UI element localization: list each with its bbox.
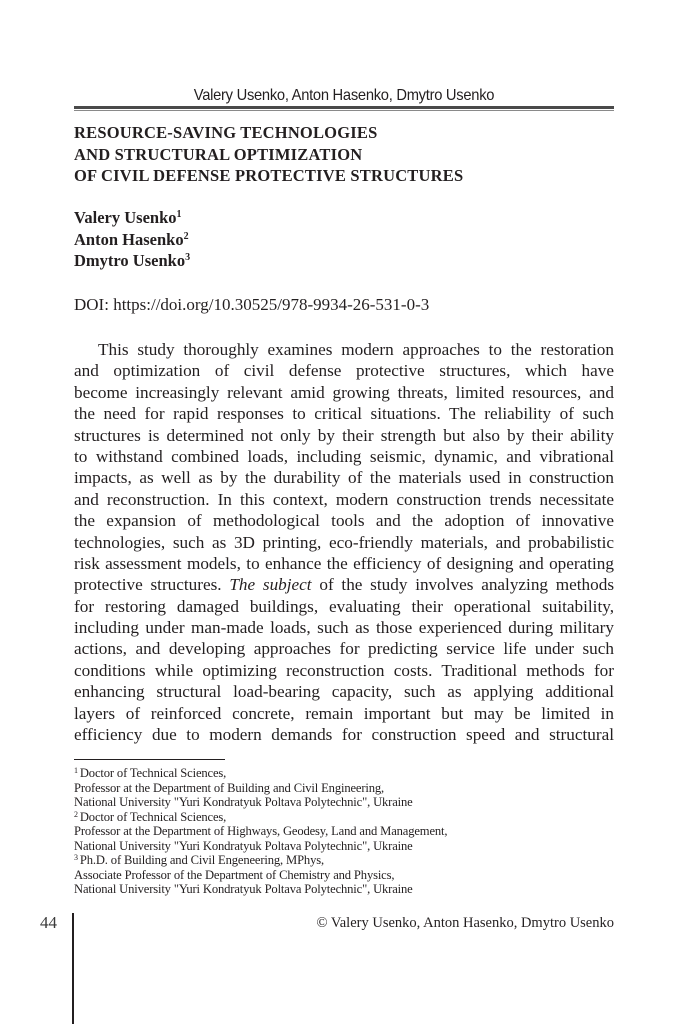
author: [74, 229, 614, 251]
author: [74, 207, 614, 229]
footnote-line: [74, 868, 614, 883]
body-line: technologies, such as 3D printing, eco-friendly materials, and probabilistic: [74, 532, 614, 552]
footnote-text: Ph.D. of Building and Civil Engeneering, MPhys,: [79, 853, 324, 867]
footnote-text: National University "Yuri Kondratyuk Poltava Polytechnic", Ukraine: [74, 838, 413, 853]
body-line: and reconstruction. In this context, modern construction trends necessitate: [74, 489, 614, 509]
author: [74, 250, 614, 272]
body-line: become increasingly relevant amid growing threats, limited resources, and: [74, 382, 614, 402]
body-line: risk assessment models, to enhance the efficiency of designing and operating: [74, 553, 614, 573]
body-line: to withstand combined loads, including seismic, dynamic, and vibrational: [74, 446, 614, 466]
footnote-line: [74, 839, 614, 854]
header-rule: [74, 106, 614, 109]
author-list: [74, 207, 614, 272]
page-number: 44: [40, 913, 57, 932]
author-name: Dmytro Usenko: [74, 251, 186, 270]
body-line: including under man-made loads, such as those experienced during military: [74, 618, 614, 638]
footnotes: [74, 766, 614, 897]
footnote-text: Doctor of Technical Sciences,: [79, 766, 227, 780]
body-line: impacts, as well as by the durability of the materials used in construction: [74, 468, 614, 488]
footnote-mark[interactable]: 1: [176, 209, 182, 220]
body-line: the expansion of methodological tools and the adoption of innovative: [74, 511, 614, 531]
body-line: enhancing structural load-bearing capacity, such as applying additional: [74, 682, 614, 702]
footnote-text: National University "Yuri Kondratyuk Poltava Polytechnic", Ukraine: [74, 795, 413, 809]
margin-bar: [72, 913, 74, 1024]
header-rule-thin: [74, 110, 614, 111]
body-line: structures is determined not only by their strength but also by their ability: [74, 425, 614, 445]
footnote-line: [74, 766, 614, 781]
title-line: AND STRUCTURAL OPTIMIZATION: [74, 144, 363, 164]
footnote-line: [74, 810, 614, 825]
text-run: protective structures.: [74, 575, 230, 595]
footnote-line: [74, 853, 614, 868]
body-line: the need for rapid responses to critical situations. The reliability of such: [74, 404, 614, 424]
footnote-line: [74, 781, 614, 796]
text-run: of the study involves analyzing methods: [311, 575, 615, 595]
footnote-line: [74, 795, 614, 810]
footnote-number: 3: [74, 853, 78, 862]
body-line: actions, and developing approaches for predicting service life under such: [74, 639, 614, 659]
footnote-text: National University "Yuri Kondratyuk Poltava Polytechnic", Ukraine: [74, 882, 413, 896]
title-line: OF CIVIL DEFENSE PROTECTIVE STRUCTURES: [74, 166, 464, 185]
footnote-number: 2: [74, 809, 78, 819]
body-line: This study thoroughly examines modern approaches to the restoration: [98, 340, 614, 359]
running-header: Valery Usenko, Anton Hasenko, Dmytro Usenko: [193, 87, 495, 104]
italic-term: The subject: [229, 575, 312, 595]
body-line: for restoring damaged buildings, evaluating their operational suitability,: [74, 596, 614, 616]
body-paragraph: [74, 339, 614, 745]
body-line: efficiency due to modern demands for construction speed and structural: [74, 725, 614, 745]
footnote-mark[interactable]: 2: [183, 230, 189, 242]
title-line: RESOURCE-SAVING TECHNOLOGIES: [74, 123, 378, 142]
footnote-line: [74, 882, 614, 897]
footnote-text: Doctor of Technical Sciences,: [79, 809, 227, 824]
footnote-line: [74, 824, 614, 839]
author-name: Anton Hasenko: [74, 229, 184, 249]
body-line: and optimization of civil defense protective structures, which have: [74, 361, 614, 381]
body-line-with-italic: [74, 574, 614, 595]
footnote-number: 1: [74, 766, 78, 775]
footnote-mark[interactable]: 3: [185, 252, 191, 263]
body-line: conditions while optimizing reconstruction costs. Traditional methods for: [74, 660, 614, 680]
body-line: layers of reinforced concrete, remain important but may be limited in: [74, 703, 614, 723]
author-name: Valery Usenko: [74, 208, 177, 227]
footnote-text: Associate Professor of the Department of Chemistry and Physics,: [74, 867, 395, 882]
footnote-rule: [74, 759, 225, 760]
footnote-text: Professor at the Department of Highways, Geodesy, Land and Management,: [74, 824, 448, 838]
copyright-notice: © Valery Usenko, Anton Hasenko, Dmytro Usenko: [316, 915, 614, 931]
doi-link[interactable]: DOI: https://doi.org/10.30525/978-9934-26-531-0-3: [74, 295, 430, 314]
article-title: [74, 122, 614, 187]
footnote-text: Professor at the Department of Building and Civil Engineering,: [74, 780, 385, 795]
